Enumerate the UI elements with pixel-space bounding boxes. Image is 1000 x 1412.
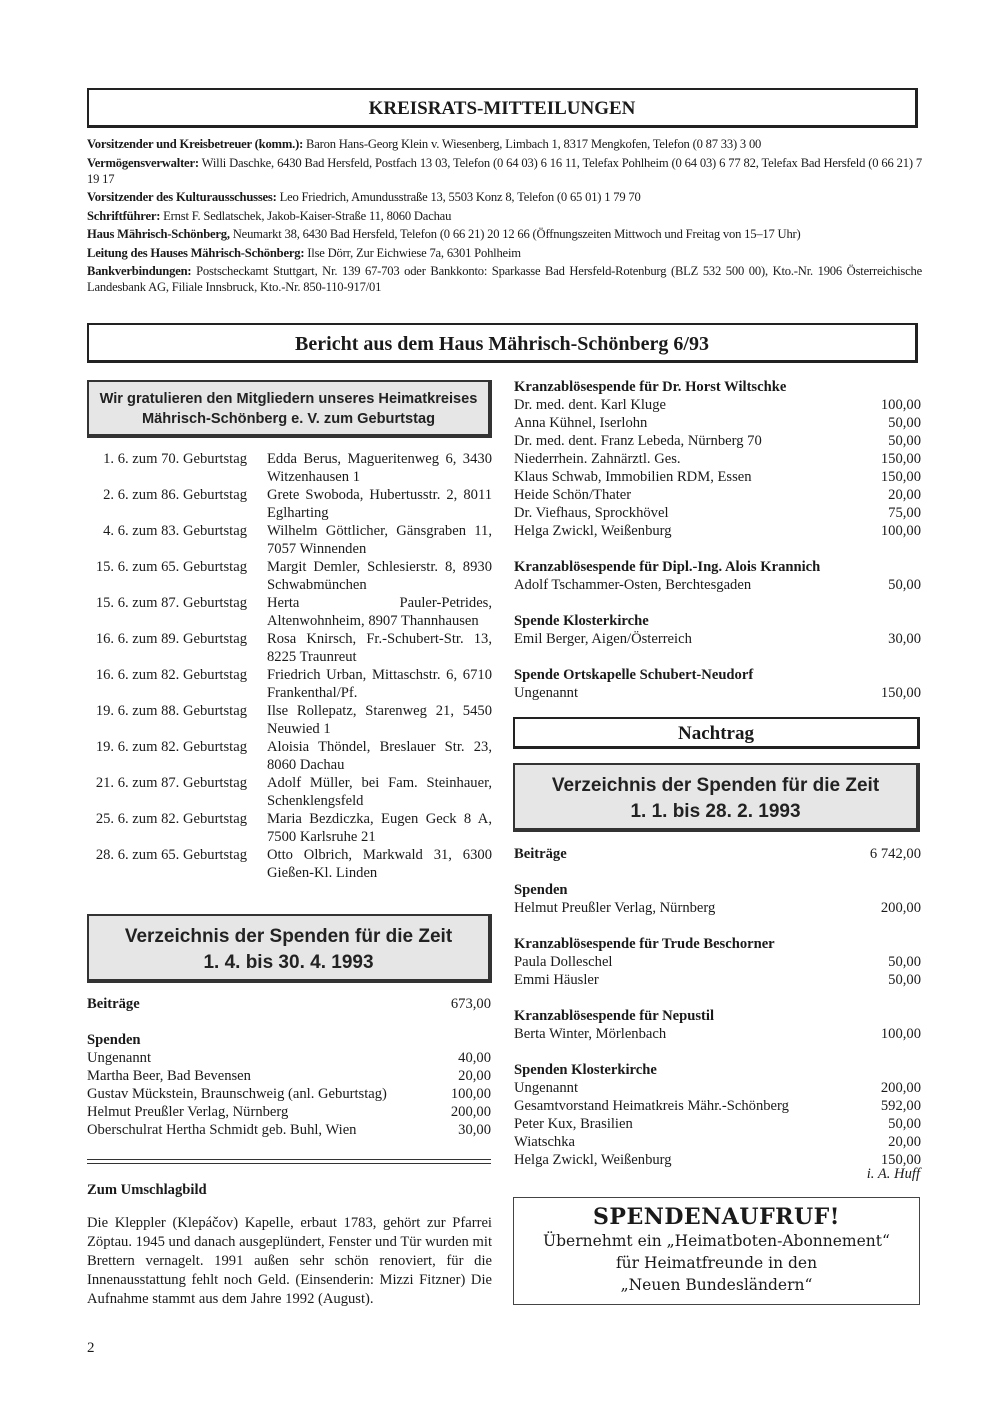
nachtrag-box-title-2: 1. 1. bis 28. 2. 1993 [630, 801, 801, 822]
section-header [514, 881, 921, 899]
donation-section [514, 666, 921, 702]
donor-name: Gustav Mückstein, Braunschweig (anl. Geburtstag) [87, 1086, 387, 1102]
donation-section [514, 1061, 921, 1169]
section-header [514, 378, 921, 396]
section-title: Beiträge [514, 846, 567, 862]
donation-amount: 50,00 [888, 954, 921, 970]
birthday-date: 15. 6. zum 65. Geburtstag [95, 559, 247, 575]
donation-amount: 200,00 [880, 900, 921, 916]
donation-row [514, 1079, 921, 1097]
birthday-date: 21. 6. zum 87. Geburtstag [95, 775, 247, 791]
section-title: Beiträge [87, 996, 140, 1012]
section-title: Kranzablösespende für Nepustil [514, 1008, 715, 1024]
donation-row [514, 576, 921, 594]
birthday-name: Adolf Müller, bei Fam. Steinhauer, Schenklengsfeld [267, 775, 492, 809]
donor-name: Oberschulrat Hertha Schmidt geb. Buhl, Wien [87, 1122, 357, 1138]
donation-row [514, 414, 921, 432]
kreisrat-info [87, 136, 922, 298]
birthday-date: 28. 6. zum 65. Geburtstag [95, 847, 247, 863]
birthday-name: Aloisia Thöndel, Breslauer Str. 23, 8060 Dachau [267, 739, 492, 773]
birthday-name: Grete Swoboda, Hubertusstr. 2, 8011 Eglharting [267, 487, 492, 521]
info-line [87, 245, 922, 261]
donation-row [514, 1097, 921, 1115]
donation-amount: 150,00 [880, 451, 921, 467]
birthday-row [80, 738, 492, 774]
birthday-date: 25. 6. zum 82. Geburtstag [95, 811, 247, 827]
donation-amount: 100,00 [880, 397, 921, 413]
section-title: Kranzablösespende für Trude Beschorner [514, 936, 775, 952]
donor-name: Helga Zwickl, Weißenburg [514, 1152, 672, 1168]
donor-name: Helmut Preußler Verlag, Nürnberg [514, 900, 716, 916]
donor-name: Dr. Viefhaus, Sprockhövel [514, 505, 669, 521]
donation-row [514, 953, 921, 971]
spendenaufruf-title: SPENDENAUFRUF! [593, 1204, 840, 1230]
donor-name: Adolf Tschammer-Osten, Berchtesgaden [514, 577, 752, 593]
donation-amount: 30,00 [888, 631, 921, 647]
birthday-row [80, 774, 492, 810]
donor-name: Martha Beer, Bad Bevensen [87, 1068, 251, 1084]
spenden-april-list [87, 995, 491, 1139]
donor-name: Niederrhein. Zahnärztl. Ges. [514, 451, 681, 467]
section-header [87, 995, 491, 1013]
info-label: Vorsitzender und Kreisbetreuer (komm.): [87, 137, 304, 151]
donation-row [87, 1049, 491, 1067]
donation-amount: 30,00 [458, 1122, 491, 1138]
umschlag-title: Zum Umschlagbild [87, 1182, 207, 1198]
birthday-row [80, 810, 492, 846]
spenden-april-title-1: Verzeichnis der Spenden für die Zeit [124, 926, 453, 947]
birthday-row [80, 666, 492, 702]
spendenaufruf-line-1: Übernehmt ein „Heimatboten-Abonnement“ [543, 1232, 890, 1250]
info-label: Schriftführer: [87, 208, 161, 223]
gratulation-box [87, 380, 492, 438]
birthday-name: Ilse Rollepatz, Starenweg 21, 5450 Neuwied 1 [267, 703, 492, 737]
nachtrag-list [514, 845, 921, 1169]
info-line [87, 263, 922, 295]
birthday-row [80, 846, 492, 882]
donation-amount: 200,00 [880, 1080, 921, 1096]
donation-row [514, 522, 921, 540]
birthday-row [80, 522, 492, 558]
kreisrat-title: KREISRATS-MITTEILUNGEN [87, 88, 918, 128]
donation-amount: 20,00 [458, 1068, 491, 1084]
nachtrag-box-title-1: Verzeichnis der Spenden für die Zeit [551, 775, 880, 796]
birthday-row [80, 702, 492, 738]
donor-name: Ungenannt [87, 1050, 152, 1066]
section-amount: 6 742,00 [869, 846, 921, 862]
birthday-date: 15. 6. zum 87. Geburtstag [95, 595, 247, 611]
donation-amount: 50,00 [888, 433, 921, 449]
info-label: Bankverbindungen: [87, 264, 192, 278]
info-line [87, 208, 922, 224]
umschlag-text: Die Kleppler (Klepáčov) Kapelle, erbaut 1783, gehört zur Pfarrei Zöptau. 1945 und danach ausgeplündert, Fenster und Tür wurden mit Brettern vernagelt. 1991 außen sehr schön renoviert, für die Innenausstattung fehlt noch Geld. (Einsenderin: Mizzi Fitzner) Die Aufnahme stammt aus dem Jahre 1992 (August). [87, 1215, 492, 1307]
info-line [87, 136, 922, 152]
section-title: Spende Klosterkirche [514, 613, 649, 629]
birthday-name: Otto Olbrich, Markwald 31, 6300 Gießen-Kl. Linden [267, 847, 492, 881]
birthday-name: Rosa Knirsch, Fr.-Schubert-Str. 13, 8225 Traunreut [267, 631, 492, 665]
donation-row [514, 971, 921, 989]
donation-amount: 20,00 [888, 487, 921, 503]
donation-section [514, 1007, 921, 1043]
donation-row [514, 486, 921, 504]
donation-section [87, 995, 491, 1013]
signature: i. A. Huff [866, 1166, 920, 1182]
birthday-name: Edda Berus, Magueritenweg 6, 3430 Witzenhausen 1 [267, 451, 492, 485]
section-header [514, 558, 921, 576]
section-header [514, 612, 921, 630]
donation-row [87, 1067, 491, 1085]
donation-section [514, 845, 921, 863]
birthday-row [80, 594, 492, 630]
gratulation-title-2: Mährisch-Schönberg e. V. zum Geburtstag [141, 411, 435, 427]
birthday-date: 16. 6. zum 89. Geburtstag [95, 631, 247, 647]
double-divider [87, 1159, 491, 1164]
birthday-row [80, 450, 492, 486]
donor-name: Berta Winter, Mörlenbach [514, 1026, 667, 1042]
donation-amount: 150,00 [880, 685, 921, 701]
donation-row [514, 396, 921, 414]
info-line [87, 189, 922, 205]
section-header [514, 845, 921, 863]
donor-name: Heide Schön/Thater [514, 487, 632, 503]
spendenaufruf-box [513, 1197, 920, 1305]
donation-amount: 50,00 [888, 1116, 921, 1132]
info-text: Ilse Dörr, Zur Eichwiese 7a, 6301 Pohlheim [304, 245, 521, 260]
donation-row [514, 468, 921, 486]
donor-name: Peter Kux, Brasilien [514, 1116, 633, 1132]
spenden-april-title-2: 1. 4. bis 30. 4. 1993 [203, 952, 374, 973]
donor-name: Anna Kühnel, Iserlohn [514, 415, 648, 431]
donation-section [514, 378, 921, 540]
spendenaufruf-line-3: „Neuen Bundesländern“ [620, 1276, 813, 1294]
donor-name: Emmi Häusler [514, 972, 599, 988]
donation-row [514, 1025, 921, 1043]
donation-amount: 100,00 [450, 1086, 491, 1102]
donor-name: Emil Berger, Aigen/Österreich [514, 631, 692, 647]
donor-name: Helmut Preußler Verlag, Nürnberg [87, 1104, 289, 1120]
donation-amount: 40,00 [458, 1050, 491, 1066]
section-title: Spenden Klosterkirche [514, 1062, 657, 1078]
birthday-date: 1. 6. zum 70. Geburtstag [103, 451, 247, 467]
donation-row [514, 450, 921, 468]
section-header [87, 1031, 491, 1049]
info-line [87, 155, 922, 187]
birthday-list [80, 450, 492, 882]
donation-row [514, 630, 921, 648]
birthday-row [80, 630, 492, 666]
donation-section [514, 935, 921, 989]
section-title: Spenden [87, 1032, 141, 1048]
donor-name: Ungenannt [514, 685, 579, 701]
donation-amount: 50,00 [888, 577, 921, 593]
section-header [514, 1007, 921, 1025]
birthday-date: 16. 6. zum 82. Geburtstag [95, 667, 247, 683]
donor-name: Dr. med. dent. Karl Kluge [514, 397, 666, 413]
donation-amount: 200,00 [450, 1104, 491, 1120]
birthday-name: Herta Pauler-Petrides, Altenwohnheim, 8907 Thannhausen [267, 595, 492, 629]
donation-section [514, 558, 921, 594]
spendenaufruf-line-2: für Heimatfreunde in den [615, 1254, 818, 1272]
donor-name: Wiatschka [514, 1134, 576, 1150]
donor-name: Gesamtvorstand Heimatkreis Mähr.-Schönberg [514, 1098, 789, 1114]
info-text: Baron Hans-Georg Klein v. Wiesenberg, Limbach 1, 8317 Mengkofen, Telefon (0 87 33) 3 00 [303, 137, 762, 151]
birthday-name: Friedrich Urban, Mittaschstr. 6, 6710 Frankenthal/Pf. [267, 667, 492, 701]
info-label: Leitung des Hauses Mährisch-Schönberg: [87, 245, 305, 260]
donor-name: Klaus Schwab, Immobilien RDM, Essen [514, 469, 752, 485]
info-label: Vermögensverwalter: [87, 155, 199, 170]
info-text: Neumarkt 38, 6430 Bad Hersfeld, Telefon (0 66 21) 20 12 66 (Öffnungszeiten Mittwoch und Freitag von 15–17 Uhr) [229, 227, 801, 241]
donation-amount: 100,00 [880, 523, 921, 539]
donation-amount: 592,00 [880, 1098, 921, 1114]
bericht-title: Bericht aus dem Haus Mährisch-Schönberg 6/93 [87, 323, 918, 363]
section-header [514, 666, 921, 684]
birthday-date: 19. 6. zum 88. Geburtstag [95, 703, 247, 719]
page-number: 2 [87, 1340, 95, 1356]
donation-row [87, 1085, 491, 1103]
info-text: Willi Daschke, 6430 Bad Hersfeld, Postfach 13 03, Telefon (0 64 03) 6 16 11, Telefax Pohlheim (0 64 03) 6 77 82, Telefax Bad Hersfeld (0 66 21) 7 19 17 [87, 155, 922, 186]
donor-name: Paula Dolleschel [514, 954, 613, 970]
donation-section [514, 612, 921, 648]
info-label: Vorsitzender des Kulturausschusses: [87, 190, 277, 204]
right-spenden-list [514, 378, 921, 702]
donation-amount: 150,00 [880, 469, 921, 485]
section-header [514, 935, 921, 953]
donor-name: Ungenannt [514, 1080, 579, 1096]
section-title: Kranzablösespende für Dipl.-Ing. Alois Krannich [514, 559, 821, 575]
birthday-row [80, 486, 492, 522]
section-title: Kranzablösespende für Dr. Horst Wiltschke [514, 379, 787, 395]
donation-row [514, 432, 921, 450]
birthday-name: Maria Bezdiczka, Eugen Geck 8 A, 7500 Karlsruhe 21 [267, 811, 492, 845]
donation-amount: 20,00 [888, 1134, 921, 1150]
nachtrag-title: Nachtrag [513, 717, 920, 749]
donation-row [514, 1133, 921, 1151]
donation-row [514, 684, 921, 702]
donation-amount: 150,00 [880, 1152, 921, 1168]
info-text: Ernst F. Sedlatschek, Jakob-Kaiser-Straße 11, 8060 Dachau [160, 208, 452, 223]
info-text: Postscheckamt Stuttgart, Nr. 139 67-703 oder Bankkonto: Sparkasse Bad Hersfeld-Rotenburg (BLZ 532 500 00), Kto.-Nr. 1906 Österreichische Landesbank AG, Filiale Innsbruck, Kto.-Nr. 850-110-917/01 [87, 264, 922, 294]
section-title: Spenden [514, 882, 568, 898]
spenden-april-box [87, 914, 492, 983]
section-title: Spende Ortskapelle Schubert-Neudorf [514, 667, 754, 683]
donation-row [514, 1115, 921, 1133]
birthday-name: Wilhelm Göttlicher, Gänsgraben 11, 7057 Winnenden [267, 523, 492, 557]
donor-name: Helga Zwickl, Weißenburg [514, 523, 672, 539]
donation-row [514, 504, 921, 522]
birthday-name: Margit Demler, Schlesierstr. 8, 8930 Schwabmünchen [267, 559, 492, 593]
donation-row [514, 899, 921, 917]
birthday-date: 4. 6. zum 83. Geburtstag [103, 523, 247, 539]
birthday-date: 19. 6. zum 82. Geburtstag [95, 739, 247, 755]
gratulation-title-1: Wir gratulieren den Mitgliedern unseres Heimatkreises [99, 391, 478, 407]
info-text: Leo Friedrich, Amundusstraße 13, 5503 Konz 8, Telefon (0 65 01) 1 79 70 [276, 190, 641, 204]
info-label: Haus Mährisch-Schönberg, [87, 227, 230, 241]
info-line [87, 226, 922, 242]
donation-amount: 50,00 [888, 415, 921, 431]
donation-amount: 100,00 [880, 1026, 921, 1042]
donation-row [87, 1103, 491, 1121]
birthday-date: 2. 6. zum 86. Geburtstag [103, 487, 247, 503]
donation-section [87, 1031, 491, 1139]
donation-row [87, 1121, 491, 1139]
donor-name: Dr. med. dent. Franz Lebeda, Nürnberg 70 [514, 433, 762, 449]
donation-section [514, 881, 921, 917]
section-amount: 673,00 [450, 996, 491, 1012]
donation-amount: 75,00 [888, 505, 921, 521]
donation-amount: 50,00 [888, 972, 921, 988]
birthday-row [80, 558, 492, 594]
section-header [514, 1061, 921, 1079]
nachtrag-box [513, 763, 920, 832]
